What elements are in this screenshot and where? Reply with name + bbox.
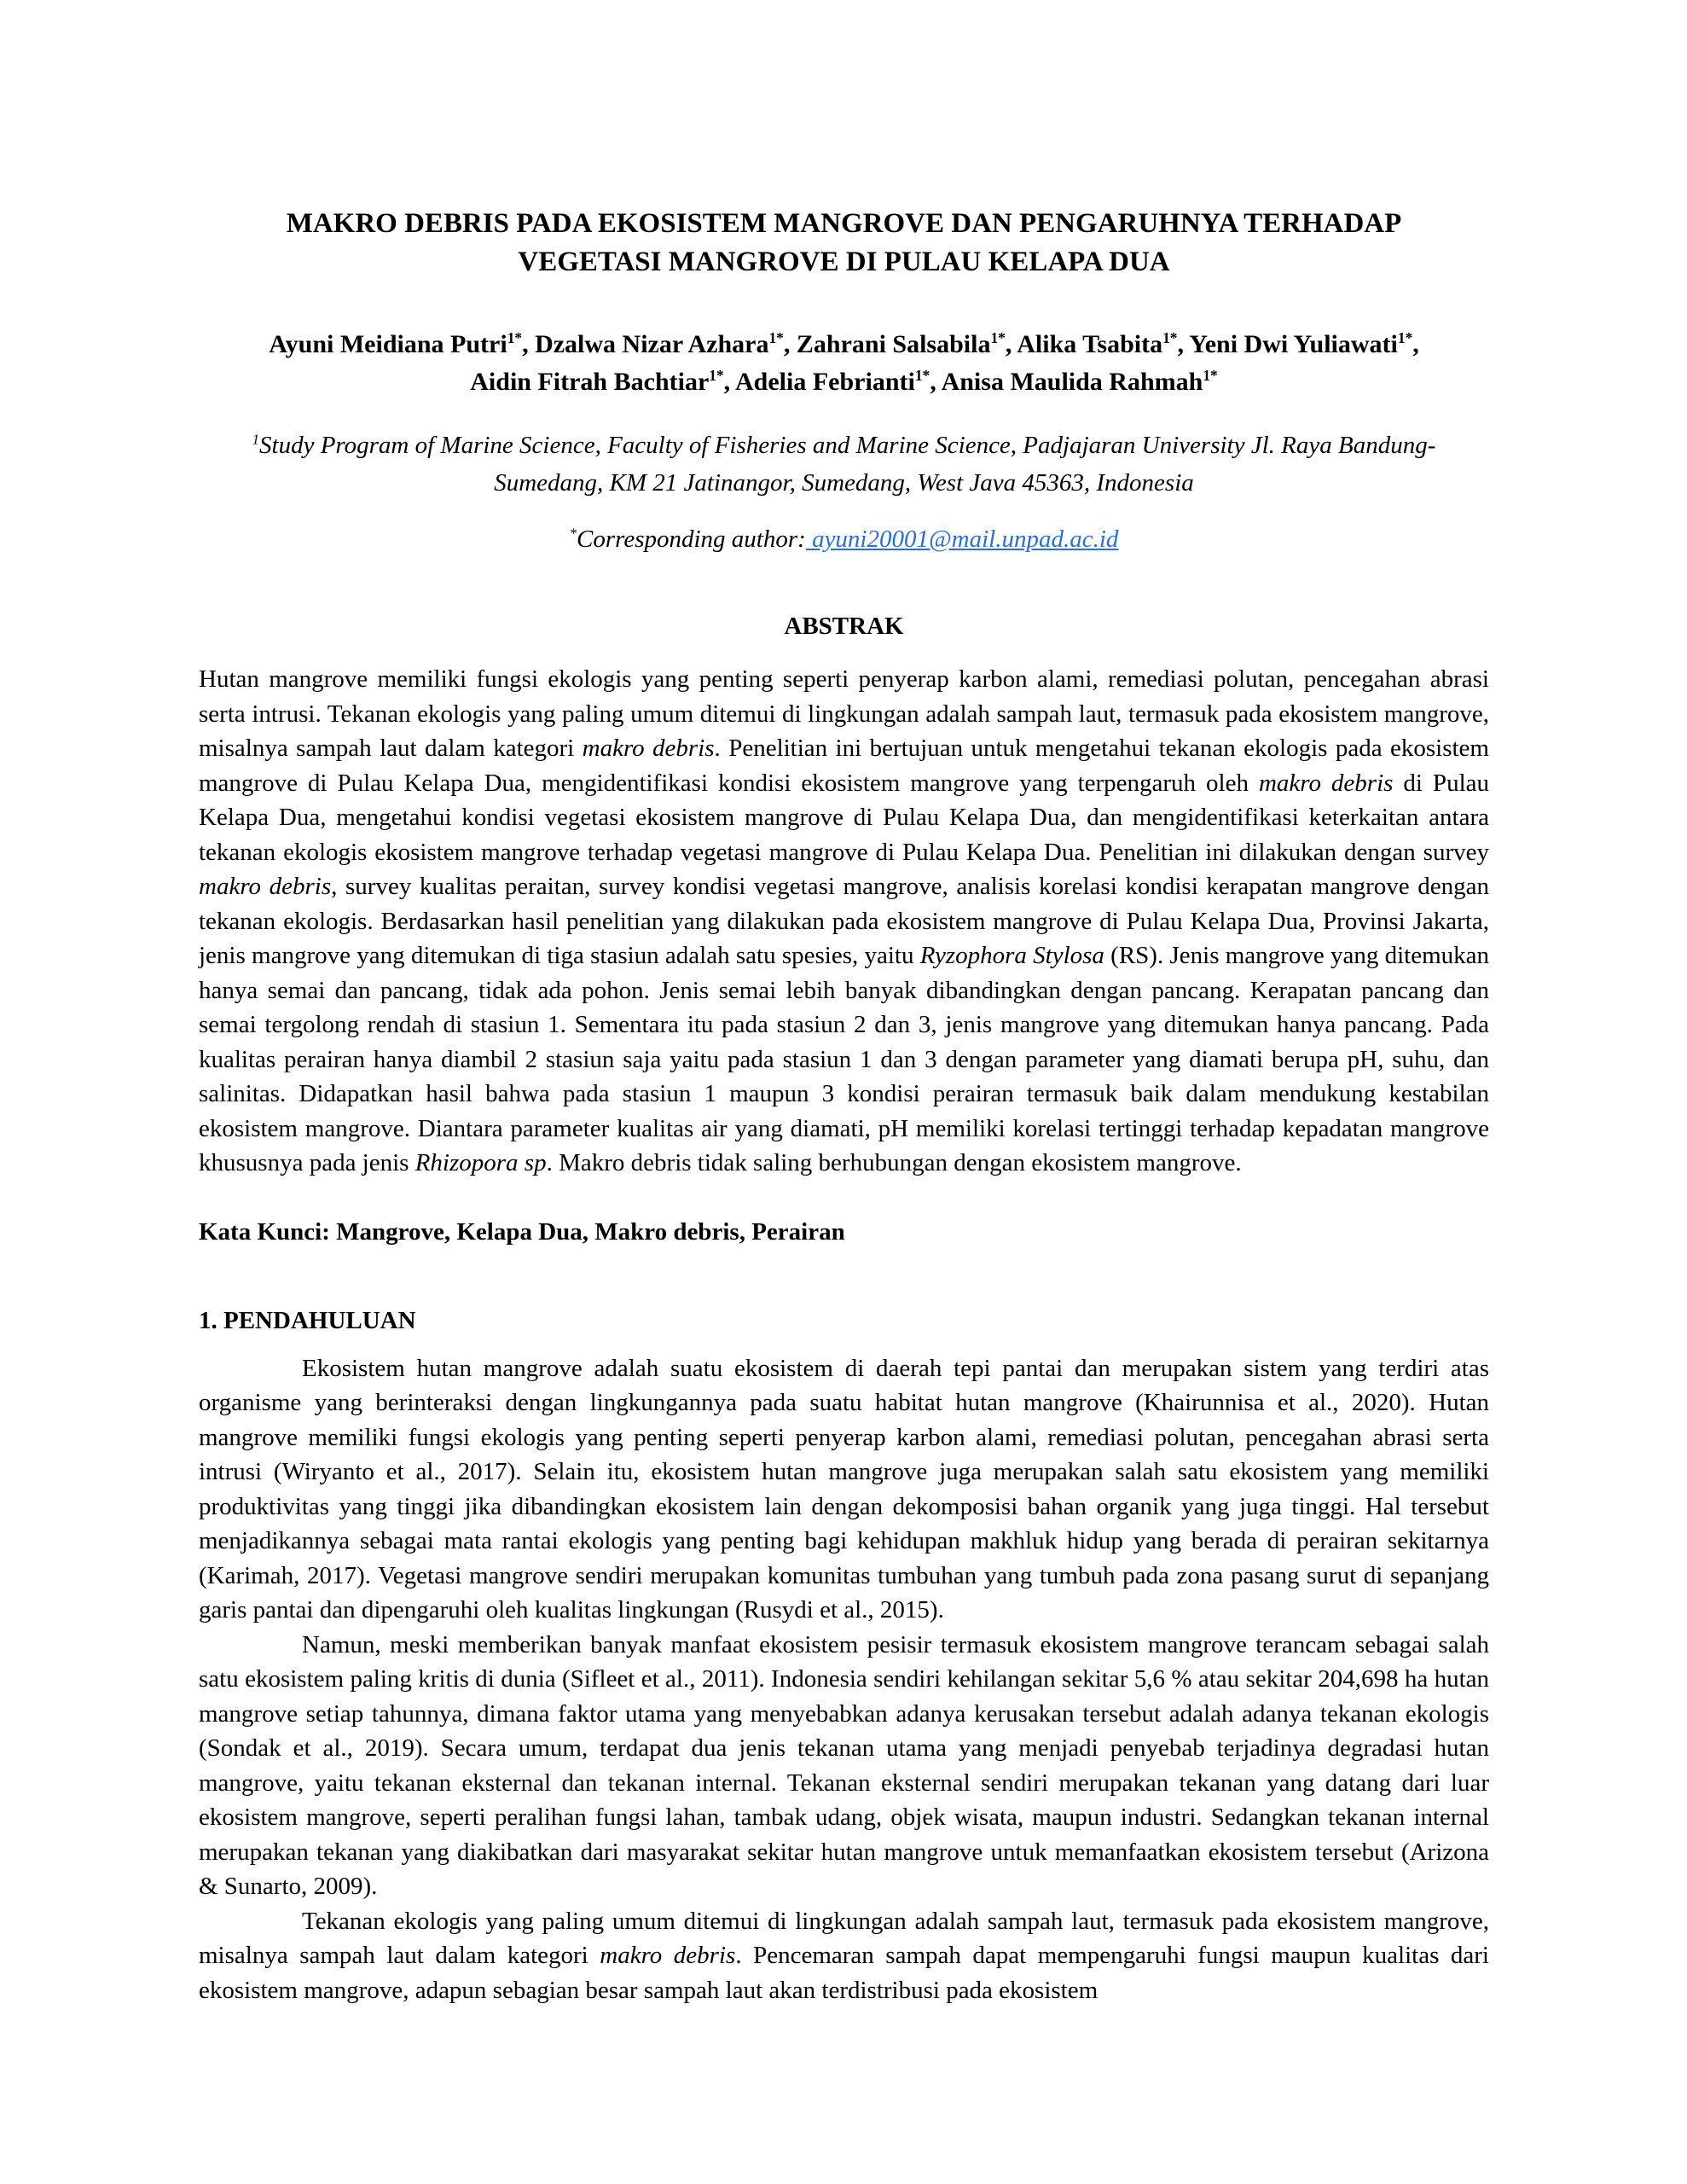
corresponding-author: *Corresponding author: ayuni20001@mail.unpad.ac.id [569, 525, 1119, 553]
paper-title-line-2: VEGETASI MANGROVE DI PULAU KELAPA DUA [518, 247, 1170, 277]
keywords-line: Kata Kunci: Mangrove, Kelapa Dua, Makro debris, Perairan [199, 1217, 845, 1246]
paper-title [199, 205, 1489, 282]
authors [199, 326, 1489, 401]
paper-title-line-1: MAKRO DEBRIS PADA EKOSISTEM MANGROVE DAN PENGARUHNYA TERHADAP [286, 208, 1402, 239]
intro-paragraph-1: Ekosistem hutan mangrove adalah suatu ekosistem di daerah tepi pantai dan merupakan sistem yang terdiri atas organisme yang berinteraksi dengan lingkungannya pada suatu habitat hutan mangrove (Khairunnisa et al., 2020). Hutan mangrove memiliki fungsi ekologis yang penting seperti penyerap karbon alami, remediasi polutan, pencegahan abrasi serta intrusi (Wiryanto et al., 2017). Selain itu, ekosistem hutan mangrove juga merupakan salah satu ekosistem yang memiliki produktivitas yang tinggi jika dibandingkan ekosistem lain dengan dekomposisi bahan organik yang juga tinggi. Hal tersebut menjadikannya sebagai mata rantai ekologis yang penting bagi kehidupan makhluk hidup yang berada di perairan sekitarnya (Karimah, 2017). Vegetasi mangrove sendiri merupakan komunitas tumbuhan yang tumbuh pada zona pasang surut di sepanjang garis pantai dan dipengaruhi oleh kualitas lingkungan (Rusydi et al., 2015). [199, 1354, 1489, 1623]
email-link[interactable]: ayuni20001@mail.unpad.ac.id [805, 526, 1119, 553]
abstract-heading: ABSTRAK [784, 613, 904, 640]
authors-line-2: Aidin Fitrah Bachtiar$^{1*}$, Adelia Febrianti$^{1*}$, Anisa Maulida Rahmah$^{1*}$ [470, 367, 1218, 396]
intro-paragraph-3: Tekanan ekologis yang paling umum ditemui di lingkungan adalah sampah laut, termasuk pada ekosistem mangrove, misalnya sampah laut dalam kategori makro debris. Pencemaran sampah dapat mempengaruhi fungsi maupun kualitas dari ekosistem mangrove, adapun sebagian besar sampah laut akan terdistribusi pada ekosistem [199, 1907, 1489, 2004]
intro-paragraph-2: Namun, meski memberikan banyak manfaat ekosistem pesisir termasuk ekosistem mangrove terancam sebagai salah satu ekosistem paling kritis di dunia (Sifleet et al., 2011). Indonesia sendiri kehilangan sekitar 5,6 % atau sekitar 204,698 ha hutan mangrove setiap tahunnya, dimana faktor utama yang menyebabkan adanya kerusakan tersebut adalah adanya tekanan ekologis (Sondak et al., 2019). Secara umum, terdapat dua jenis tekanan utama yang menjadi penyebab terjadinya degradasi hutan mangrove, yaitu tekanan eksternal dan tekanan internal. Tekanan eksternal sendiri merupakan tekanan yang datang dari luar ekosistem mangrove, seperti peralihan fungsi lahan, tambak udang, objek wisata, maupun industri. Sedangkan tekanan internal merupakan tekanan yang diakibatkan dari masyarakat sekitar hutan mangrove untuk memanfaatkan ekosistem tersebut (Arizona & Sunarto, 2009). [199, 1630, 1489, 1900]
abstract-text: Hutan mangrove memiliki fungsi ekologis yang penting seperti penyerap karbon alami, remediasi polutan, pencegahan abrasi serta intrusi. Tekanan ekologis yang paling umum ditemui di lingkungan adalah sampah laut, termasuk pada ekosistem mangrove, misalnya sampah laut dalam kategori makro debris. Penelitian ini bertujuan untuk mengetahui tekanan ekologis pada ekosistem mangrove di Pulau Kelapa Dua, mengidentifikasi kondisi ekosistem mangrove yang terpengaruh oleh makro debris di Pulau Kelapa Dua, mengetahui kondisi vegetasi ekosistem mangrove di Pulau Kelapa Dua, dan mengidentifikasi keterkaitan antara tekanan ekologis ekosistem mangrove terhadap vegetasi mangrove di Pulau Kelapa Dua. Penelitian ini dilakukan dengan survey makro debris, survey kualitas peraitan, survey kondisi vegetasi mangrove, analisis korelasi kondisi kerapatan mangrove dengan tekanan ekologis. Berdasarkan hasil penelitian yang dilakukan pada ekosistem mangrove di Pulau Kelapa Dua, Provinsi Jakarta, jenis mangrove yang ditemukan di tiga stasiun adalah satu spesies, yaitu Ryzophora Stylosa (RS). Jenis mangrove yang ditemukan hanya semai dan pancang, tidak ada pohon. Jenis semai lebih banyak dibandingkan dengan pancang. Kerapatan pancang dan semai tergolong rendah di stasiun 1. Sementara itu pada stasiun 2 dan 3, jenis mangrove yang ditemukan hanya pancang. Pada kualitas perairan hanya diambil 2 stasiun saja yaitu pada stasiun 1 dan 3 dengan parameter yang diamati berupa pH, suhu, dan salinitas. Didapatkan hasil bahwa pada stasiun 1 maupun 3 kondisi perairan termasuk baik dalam mendukung kestabilan ekosistem mangrove. Diantara parameter kualitas air yang diamati, pH memiliki korelasi tertinggi terhadap kepadatan mangrove khususnya pada jenis Rhizopora sp. Makro debris tidak saling berhubungan dengan ekosistem mangrove. [199, 665, 1489, 1176]
affiliation: $^1$Study Program of Marine Science, Faculty of Fisheries and Marine Science, Padjajaran University Jl. Raya Bandung-Sumedang, KM 21 Jatinangor, Sumedang, West Java 45363, Indonesia [252, 431, 1436, 497]
authors-line-1: Ayuni Meidiana Putri$^{1*}$, Dzalwa Nizar Azhara$^{1*}$, Zahrani Salsabila$^{1*}$, Alika Tsabita$^{1*}$, Yeni Dwi Yuliawati$^{1*}$, [269, 329, 1419, 358]
section-1-heading: 1. PENDAHULUAN [199, 1306, 416, 1334]
